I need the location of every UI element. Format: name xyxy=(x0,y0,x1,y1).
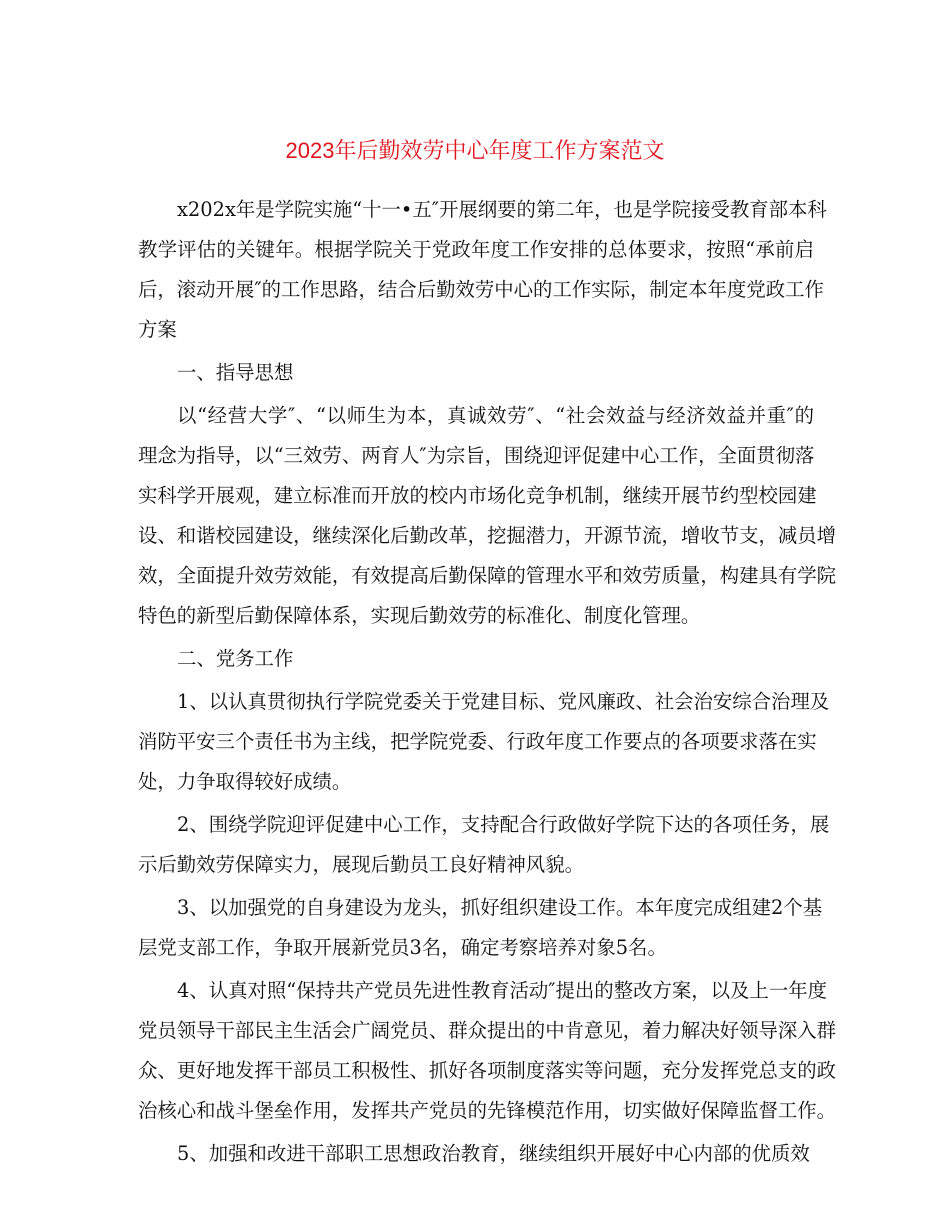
paragraph-line: 实科学开展观，建立标准而开放的校内市场化竞争机制，继续开展节约型校园建 xyxy=(138,484,817,507)
paragraph-line: 处，力争取得较好成绩。 xyxy=(138,770,352,793)
paragraph-line: 1、以认真贯彻执行学院党委关于党建目标、党风廉政、社会治安综合治理及 xyxy=(177,690,830,713)
paragraph xyxy=(138,1134,814,1174)
paragraph-line: 3、以加强党的自身建设为龙头，抓好组织建设工作。本年度完成组建2个基 xyxy=(177,896,823,919)
document-title: 2023年后勤效劳中心年度工作方案范文 xyxy=(285,138,665,163)
paragraph-line: 众、更好地发挥干部员工积极性、抓好各项制度落实等问题，充分发挥党总支的政 xyxy=(138,1059,837,1082)
paragraph xyxy=(138,190,827,350)
paragraph xyxy=(138,682,830,802)
paragraph-line: 4、认真对照“保持共产党员先进性教育活动″提出的整改方案，以及上一年度 xyxy=(177,979,827,1002)
paragraph-line: 党员领导干部民主生活会广阔党员、群众提出的中肯意见，着力解决好领导深入群 xyxy=(138,1019,837,1042)
paragraph-line: 治核心和战斗堡垒作用，发挥共产党员的先锋模范作用，切实做好保障监督工作。 xyxy=(138,1099,837,1122)
paragraph-line: 理念为指导，以“三效劳、两育人″为宗旨，围绕迎评促建中心工作，全面贯彻落 xyxy=(138,444,815,467)
paragraph-line: 以“经营大学″、“以师生为本，真诚效劳″、“社会效益与经济效益并重″的 xyxy=(177,404,814,427)
paragraph-line: 后，滚动开展″的工作思路，结合后勤效劳中心的工作实际，制定本年度党政工作 xyxy=(138,278,824,301)
paragraph-line: 一、指导思想 xyxy=(177,361,294,384)
paragraph-line: 教学评估的关键年。根据学院关于党政年度工作安排的总体要求，按照“承前启 xyxy=(138,238,814,261)
paragraph xyxy=(138,888,823,968)
paragraph xyxy=(138,805,830,885)
paragraph-line: 方案 xyxy=(138,318,177,341)
paragraph-line: 消防平安三个责任书为主线，把学院党委、行政年度工作要点的各项要求落在实 xyxy=(138,730,817,753)
paragraph xyxy=(138,396,837,636)
paragraph-line: 效，全面提升效劳效能，有效提高后勤保障的管理水平和效劳质量，构建具有学院 xyxy=(138,564,837,587)
document-body xyxy=(138,190,837,1177)
paragraph-line: 设、和谐校园建设，继续深化后勤改革，挖掘潜力，开源节流，增收节支，减员增 xyxy=(138,524,837,547)
paragraph xyxy=(138,639,814,679)
paragraph-line: 层党支部工作，争取开展新党员3名，确定考察培养对象5名。 xyxy=(138,936,667,959)
paragraph xyxy=(138,353,814,393)
paragraph-line: 5、加强和改进干部职工思想政治教育，继续组织开展好中心内部的优质效 xyxy=(177,1142,810,1165)
paragraph-line: x202x年是学院实施“十一•五″开展纲要的第二年，也是学院接受教育部本科 xyxy=(177,198,827,221)
paragraph-line: 示后勤效劳保障实力，展现后勤员工良好精神风貌。 xyxy=(138,853,584,876)
paragraph-line: 2、围绕学院迎评促建中心工作，支持配合行政做好学院下达的各项任务，展 xyxy=(177,813,830,836)
paragraph-line: 二、党务工作 xyxy=(177,647,294,670)
paragraph xyxy=(138,971,837,1131)
paragraph-line: 特色的新型后勤保障体系，实现后勤效劳的标准化、制度化管理。 xyxy=(138,604,701,627)
